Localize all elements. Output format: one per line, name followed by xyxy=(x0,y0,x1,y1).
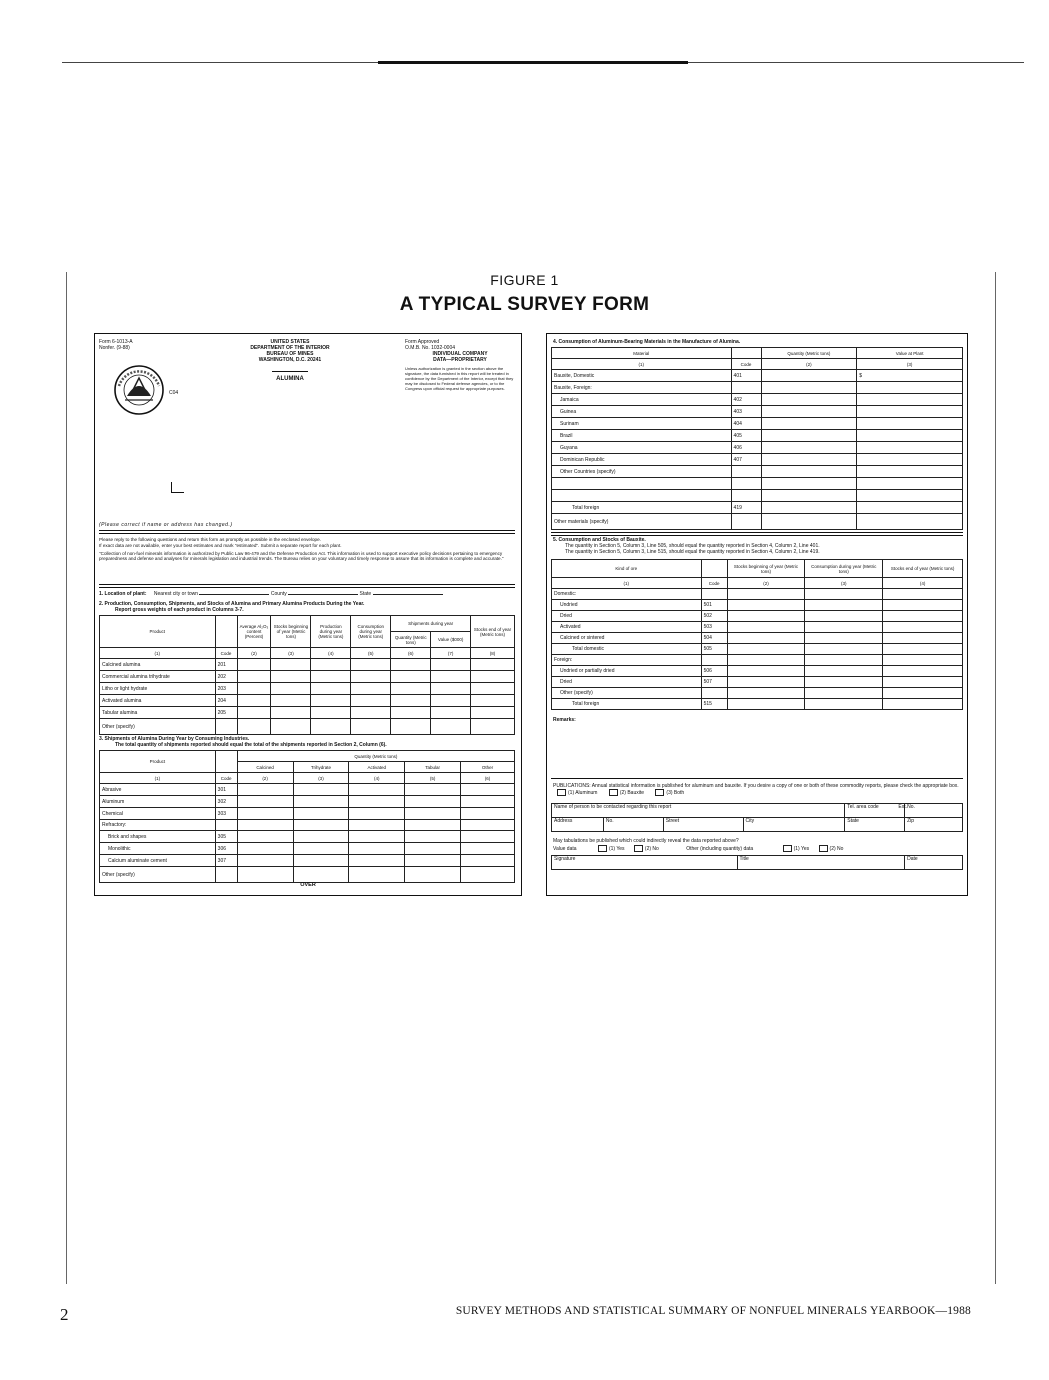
input-cell[interactable] xyxy=(237,796,293,808)
input-cell[interactable] xyxy=(271,683,311,695)
input-cell[interactable] xyxy=(761,454,857,466)
section4-table: Material Quantity (Metric tons) Value at Plant (1) Code (2) (3) Bauxite, Domestic 401 $ Bauxite, Foreign: Jamaica 402 Guinea 403 Surinam 404 Brazil 405 Guyana 406 Dominican Republic 407 Other Countries (specify) Total foreign 419 Other materials (specify) xyxy=(551,347,963,530)
table-row: Tabular alumina 205 xyxy=(100,707,515,719)
input-cell[interactable] xyxy=(237,784,293,796)
input-cell[interactable] xyxy=(857,466,963,478)
input-cell[interactable] xyxy=(293,808,349,820)
section4-title: 4. Consumption of Aluminum-Bearing Materials in the Manufacture of Alumina. xyxy=(553,339,741,345)
top-rule-accent xyxy=(378,61,688,64)
table-row: Dominican Republic 407 xyxy=(552,454,963,466)
input-cell[interactable] xyxy=(761,442,857,454)
input-cell[interactable] xyxy=(293,831,349,843)
input-cell[interactable] xyxy=(349,796,405,808)
input-cell[interactable] xyxy=(391,695,431,707)
form-number: Form 6-1013-A Nonfer. (9-88) xyxy=(99,339,133,351)
correct-address-note: (Please correct if name or address has changed.) xyxy=(99,522,233,528)
input-cell[interactable] xyxy=(237,695,271,707)
input-cell[interactable] xyxy=(391,683,431,695)
address-window-corner xyxy=(171,482,184,493)
table-row: Bauxite, Domestic 401 $ xyxy=(552,370,963,382)
street-field[interactable]: Street xyxy=(663,818,743,832)
input-cell[interactable] xyxy=(405,843,461,855)
table-row: Foreign: xyxy=(552,655,963,666)
input-cell[interactable] xyxy=(761,418,857,430)
over-label: OVER xyxy=(300,882,316,888)
input-cell[interactable] xyxy=(391,707,431,719)
input-cell[interactable] xyxy=(883,633,963,644)
input-cell[interactable] xyxy=(857,502,963,514)
input-cell[interactable] xyxy=(727,644,805,655)
table-row: Surinam 404 xyxy=(552,418,963,430)
input-cell[interactable] xyxy=(351,719,391,735)
section2-table: Product Average Al₂O₃ content (Percent) Stocks beginning of year (Metric tons) Production during year (Metric tons) Consumption during year (Metric tons) Shipments during year Stocks end of year (Metric tons) Quantity (Metric tons) Value ($000) (1) Code (2) (3) (4) (5) (6) (7) (8) Calcined alumina 201 Commercial alumina trihydrate 202 Litho or light hydrate 203 Activated alumina 204 Tabular alumina 205 Other (specify) xyxy=(99,615,515,735)
table-row: Undried 501 xyxy=(552,600,963,611)
section3-title: 3. Shipments of Alumina During Year by Consuming Industries. The total quantity of shipments reported should equal the total of the shipments reported in Section 2, Column (6). xyxy=(99,736,387,748)
input-cell[interactable] xyxy=(237,683,271,695)
input-cell[interactable] xyxy=(405,867,461,883)
figure-title: A TYPICAL SURVEY FORM xyxy=(399,294,650,315)
signature-field[interactable]: Signature xyxy=(552,856,738,870)
input-cell[interactable] xyxy=(727,600,805,611)
input-cell[interactable]: $ xyxy=(857,370,963,382)
table-row: Other (specify) xyxy=(100,719,515,735)
location-row: 1. Location of plant: Nearest city or town County State xyxy=(99,591,515,597)
input-cell[interactable] xyxy=(461,808,515,820)
table-row: Activated alumina 204 xyxy=(100,695,515,707)
running-footer-title: SURVEY METHODS AND STATISTICAL SUMMARY OF NONFUEL MINERALS YEARBOOK—1988 xyxy=(455,1305,971,1317)
input-cell[interactable] xyxy=(391,671,431,683)
page-number: 2 xyxy=(60,1305,69,1324)
right-margin-line xyxy=(995,272,996,1284)
input-cell[interactable] xyxy=(857,514,963,530)
input-cell[interactable] xyxy=(883,699,963,710)
input-cell[interactable] xyxy=(805,666,883,677)
input-cell[interactable] xyxy=(727,688,805,699)
input-cell[interactable] xyxy=(857,394,963,406)
input-cell[interactable] xyxy=(237,671,271,683)
input-cell[interactable] xyxy=(271,719,311,735)
section5-title: 5. Consumption and Stocks of Bauxite. The quantity in Section 5, Column 3, Line 505, should equal the quantity reported in Section 4, Column 2, Line 401. The quantity in Section 5, Column 3, Line 515, should equal the quantity reported in Section 4, Column 2, Line 419. xyxy=(553,537,820,555)
input-cell[interactable] xyxy=(351,707,391,719)
table-row: Dried 507 xyxy=(552,677,963,688)
address-field[interactable]: Address xyxy=(552,818,604,832)
input-cell[interactable] xyxy=(349,808,405,820)
title-field[interactable]: Title xyxy=(737,856,905,870)
value-no-checkbox[interactable] xyxy=(634,845,643,852)
figure-label: FIGURE 1 xyxy=(490,272,559,288)
input-cell[interactable] xyxy=(271,659,311,671)
table-row: Calcium aluminate cement 307 xyxy=(100,855,515,867)
table-row: Abrasive 301 xyxy=(100,784,515,796)
input-cell[interactable] xyxy=(761,406,857,418)
input-cell[interactable] xyxy=(805,611,883,622)
table-row: Guyana 406 xyxy=(552,442,963,454)
table-row: Litho or light hydrate 203 xyxy=(100,683,515,695)
table-row xyxy=(552,478,963,490)
input-cell[interactable] xyxy=(271,707,311,719)
table-row: Calcined or sintered 504 xyxy=(552,633,963,644)
right-survey-form xyxy=(546,333,968,896)
table-row: Brazil 405 xyxy=(552,430,963,442)
divider xyxy=(99,530,515,534)
input-cell[interactable] xyxy=(805,677,883,688)
input-cell[interactable] xyxy=(805,699,883,710)
input-cell[interactable] xyxy=(805,600,883,611)
input-cell[interactable] xyxy=(349,831,405,843)
bauxite-checkbox[interactable] xyxy=(609,789,618,796)
input-cell[interactable] xyxy=(761,430,857,442)
input-cell[interactable] xyxy=(237,719,271,735)
input-cell[interactable] xyxy=(405,796,461,808)
input-cell[interactable] xyxy=(857,406,963,418)
ext-label: Ext. xyxy=(898,804,907,810)
input-cell[interactable] xyxy=(461,796,515,808)
input-cell[interactable] xyxy=(883,644,963,655)
table-row: Chemical 303 xyxy=(100,808,515,820)
department-seal-icon xyxy=(113,364,165,416)
value-yes-checkbox[interactable] xyxy=(598,845,607,852)
input-cell[interactable] xyxy=(293,784,349,796)
section2-title: 2. Production, Consumption, Shipments, and Stocks of Alumina and Primary Alumina Products During the Year. Report gross weights of each product in Columns 3-7. xyxy=(99,601,365,613)
input-cell[interactable] xyxy=(237,808,293,820)
input-cell[interactable] xyxy=(349,784,405,796)
state-field[interactable]: State xyxy=(845,818,905,832)
input-cell[interactable] xyxy=(311,683,351,695)
publications-block: PUBLICATIONS: Annual statistical information is published for aluminum and bauxite. If you desire a copy of one or both of these commodity reports, please check the appropriate box. (1) Aluminum (2) Bauxite (3) Both xyxy=(553,783,959,796)
input-cell[interactable] xyxy=(391,719,431,735)
input-cell[interactable] xyxy=(471,671,515,683)
input-cell[interactable] xyxy=(461,867,515,883)
input-cell[interactable] xyxy=(293,843,349,855)
instructions: Please reply to the following questions and return this form as promptly as possible in the enclosed envelope. If exact data are not available, enter your best estimates and mark "estimated". Submit a separate report for each plant. "Collection of non-fuel minerals information is authorized by Public Law 96-479 and the Defense Production Act. This information is used to support executive policy decisions pertaining to emergency preparedness and defense and analyses for minerals legislation and industrial trends. The Bureau relies on your voluntary and timely response to assure that its information is complete and accurate." xyxy=(99,537,504,562)
table-row: Refractory: xyxy=(100,820,515,831)
input-cell[interactable] xyxy=(237,659,271,671)
table-row: Bauxite, Foreign: xyxy=(552,382,963,394)
input-cell[interactable] xyxy=(391,659,431,671)
input-cell[interactable] xyxy=(761,370,857,382)
other-no-checkbox[interactable] xyxy=(819,845,828,852)
table-row: Other materials (specify) xyxy=(552,514,963,530)
input-cell[interactable] xyxy=(805,633,883,644)
divider xyxy=(99,584,515,588)
table-row xyxy=(552,490,963,502)
input-cell[interactable] xyxy=(461,831,515,843)
input-cell[interactable] xyxy=(883,622,963,633)
tel-area-code-field[interactable]: Tel. area code xyxy=(845,804,905,818)
other-yes-checkbox[interactable] xyxy=(783,845,792,852)
input-cell[interactable] xyxy=(349,867,405,883)
input-cell[interactable] xyxy=(471,695,515,707)
input-cell[interactable] xyxy=(237,867,293,883)
input-cell[interactable] xyxy=(431,671,471,683)
input-cell[interactable] xyxy=(471,719,515,735)
input-cell[interactable] xyxy=(761,394,857,406)
remarks-label: Remarks: xyxy=(553,717,576,723)
input-cell[interactable] xyxy=(761,478,857,490)
input-cell[interactable] xyxy=(271,671,311,683)
input-cell[interactable] xyxy=(311,659,351,671)
input-cell[interactable] xyxy=(237,843,293,855)
input-cell[interactable] xyxy=(857,478,963,490)
table-row: Calcined alumina 201 xyxy=(100,659,515,671)
table-row: Activated 503 xyxy=(552,622,963,633)
input-cell[interactable] xyxy=(883,666,963,677)
contact-name-field[interactable]: Name of person to be contacted regarding this report xyxy=(552,804,845,818)
divider xyxy=(551,778,963,779)
table-row: Guinea 403 xyxy=(552,406,963,418)
input-cell[interactable] xyxy=(857,418,963,430)
tel-number-field[interactable]: No. xyxy=(905,804,963,818)
zip-field[interactable]: Zip xyxy=(905,818,963,832)
table-row: Brick and shapes 305 xyxy=(100,831,515,843)
left-margin-line xyxy=(66,272,67,1284)
table-row: Other Countries (specify) xyxy=(552,466,963,478)
input-cell[interactable] xyxy=(761,514,857,530)
input-cell[interactable] xyxy=(431,695,471,707)
input-cell[interactable] xyxy=(727,611,805,622)
confidentiality-note: Unless authorization is granted in the section above the signature, the data furnished in this report will be treated in confidence by the Department of the Interior, except that they may be disclosed to Federal defense agencies, or to the Congress upon official request for appropriate purposes. xyxy=(405,366,514,391)
input-cell[interactable] xyxy=(471,683,515,695)
input-cell[interactable] xyxy=(293,796,349,808)
input-cell[interactable] xyxy=(727,666,805,677)
input-cell[interactable] xyxy=(805,688,883,699)
input-cell[interactable] xyxy=(351,671,391,683)
city-field[interactable]: City xyxy=(743,818,845,832)
divider xyxy=(551,532,963,536)
input-cell[interactable] xyxy=(293,855,349,867)
input-cell[interactable] xyxy=(311,719,351,735)
input-cell[interactable] xyxy=(471,659,515,671)
input-cell[interactable] xyxy=(727,677,805,688)
input-cell[interactable] xyxy=(351,659,391,671)
table-row: Undried or partially dried 506 xyxy=(552,666,963,677)
table-row: Dried 502 xyxy=(552,611,963,622)
table-row: Total foreign 419 xyxy=(552,502,963,514)
input-cell[interactable] xyxy=(727,633,805,644)
approval-block: Form Approved O.M.B. No. 1032-0004 INDIVIDUAL COMPANY DATA—PROPRIETARY Unless authorization is granted in the section above the signature, the data furnished in this report will be treated in confidence by the Department of the Interior, except that they may be disclosed to Federal defense agencies, or to the Congress upon official request for appropriate purposes. xyxy=(405,339,514,391)
input-cell[interactable] xyxy=(857,442,963,454)
tabulations-block: May tabulations be published which could indirectly reveal the data reported above? Value data (1) Yes (2) No Other (including quantity) data (1) Yes (2) No xyxy=(553,838,844,852)
address-no-field[interactable]: No. xyxy=(603,818,663,832)
remarks-field[interactable] xyxy=(607,724,957,774)
input-cell[interactable] xyxy=(761,490,857,502)
input-cell[interactable] xyxy=(431,659,471,671)
input-cell[interactable] xyxy=(351,695,391,707)
input-cell[interactable] xyxy=(805,622,883,633)
input-cell[interactable] xyxy=(431,707,471,719)
input-cell[interactable] xyxy=(727,622,805,633)
input-cell[interactable] xyxy=(431,683,471,695)
table-row: Aluminum 302 xyxy=(100,796,515,808)
signature-table xyxy=(551,855,963,870)
section3-table: Product Quantity (Metric tons) Calcined Trihydrate Activated Tabular Other (1) Code (2) (3) (4) (5) (6) Abrasive 301 Aluminum 302 Chemical 303 Refractory: Brick and shapes 305 Monolithic 306 Calcium aluminate cement 307 Other (specify) xyxy=(99,750,515,883)
table-row: Monolithic 306 xyxy=(100,843,515,855)
input-cell[interactable] xyxy=(237,707,271,719)
date-field[interactable]: Date xyxy=(905,856,963,870)
both-checkbox[interactable] xyxy=(655,789,664,796)
input-cell[interactable] xyxy=(351,683,391,695)
input-cell[interactable] xyxy=(727,699,805,710)
input-cell[interactable] xyxy=(237,831,293,843)
input-cell[interactable] xyxy=(857,454,963,466)
input-cell[interactable] xyxy=(461,855,515,867)
input-cell[interactable] xyxy=(857,490,963,502)
left-survey-form xyxy=(94,333,522,896)
input-cell[interactable] xyxy=(271,695,311,707)
table-row: Total domestic 505 xyxy=(552,644,963,655)
input-cell[interactable] xyxy=(857,430,963,442)
input-cell[interactable] xyxy=(311,671,351,683)
agency-header: UNITED STATES DEPARTMENT OF THE INTERIOR BUREAU OF MINES WASHINGTON, D.C. 20241 ALUMINA xyxy=(250,339,330,382)
input-cell[interactable] xyxy=(883,688,963,699)
input-cell[interactable] xyxy=(405,784,461,796)
input-cell[interactable] xyxy=(311,707,351,719)
input-cell[interactable] xyxy=(883,611,963,622)
input-cell[interactable] xyxy=(883,600,963,611)
input-cell[interactable] xyxy=(405,831,461,843)
input-cell[interactable] xyxy=(761,466,857,478)
table-row: Other (specify) xyxy=(552,688,963,699)
aluminum-checkbox[interactable] xyxy=(557,789,566,796)
input-cell[interactable] xyxy=(461,784,515,796)
table-row: Jamaica 402 xyxy=(552,394,963,406)
input-cell[interactable] xyxy=(311,695,351,707)
input-cell[interactable] xyxy=(237,855,293,867)
input-cell[interactable] xyxy=(761,502,857,514)
input-cell[interactable] xyxy=(461,843,515,855)
input-cell[interactable] xyxy=(405,855,461,867)
code-c04: C04 xyxy=(169,390,179,396)
input-cell[interactable] xyxy=(805,644,883,655)
input-cell[interactable] xyxy=(349,843,405,855)
input-cell[interactable] xyxy=(349,855,405,867)
table-row: Total foreign 515 xyxy=(552,699,963,710)
input-cell[interactable] xyxy=(293,867,349,883)
table-row: Other (specify) xyxy=(100,867,515,883)
input-cell[interactable] xyxy=(405,808,461,820)
section5-table: Kind of ore Stocks beginning of year (Metric tons) Consumption during year (Metric tons) Stocks end of year (Metric tons) (1) Code (2) (3) (4) Domestic: Undried 501 Dried 502 Activated 503 Calcined or sintered 504 Total domestic 505 Foreign: Undried or partially dried 506 Dried 507 Other (specify) Total foreign 515 xyxy=(551,559,963,710)
input-cell[interactable] xyxy=(883,677,963,688)
table-row: Commercial alumina trihydrate 202 xyxy=(100,671,515,683)
table-row: Domestic: xyxy=(552,589,963,600)
input-cell[interactable] xyxy=(471,707,515,719)
input-cell[interactable] xyxy=(431,719,471,735)
